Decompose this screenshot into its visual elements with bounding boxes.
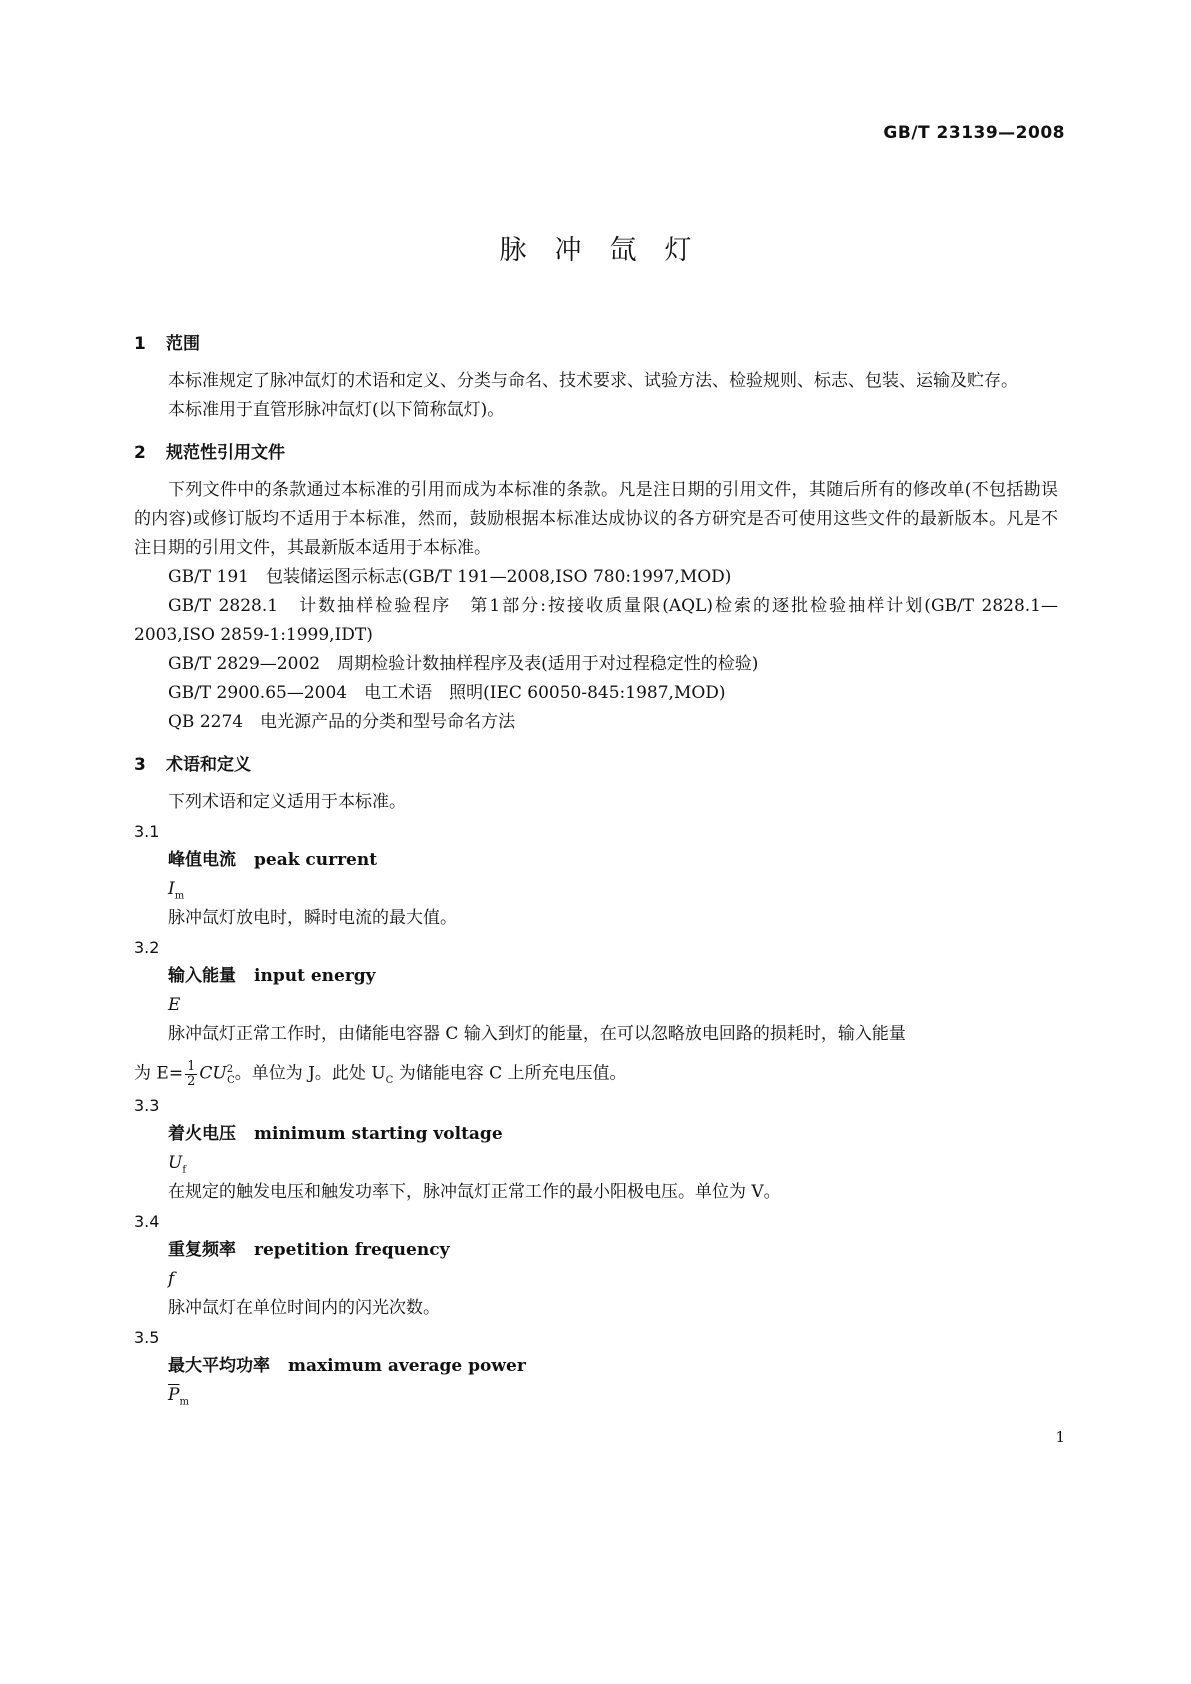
term-symbol: $\overline{P}_m$: [168, 1385, 189, 1408]
fraction: $\frac{1}{2}$: [187, 1058, 196, 1089]
section-title: 术语和定义: [166, 755, 251, 775]
term-symbol: f: [168, 1269, 175, 1289]
standard-number: GB/T 23139—2008: [883, 123, 1065, 143]
page-number: 1: [1055, 1428, 1065, 1446]
term-cn: 着火电压: [168, 1124, 236, 1144]
term-definition: 脉冲氙灯放电时，瞬时电流的最大值。: [168, 908, 457, 928]
term-number: 3.4: [134, 1212, 160, 1231]
term-symbol: $I_m$: [168, 879, 185, 902]
term-cn: 最大平均功率: [168, 1356, 270, 1376]
term-cn: 输入能量: [168, 966, 236, 986]
paragraph: 本标准规定了脉冲氙灯的术语和定义、分类与命名、技术要求、试验方法、检验规则、标志、包装、运输及贮存。: [168, 371, 1018, 391]
term-symbol: E: [168, 995, 181, 1015]
reference-item: GB/T 2829—2002 周期检验计数抽样程序及表(适用于对过程稳定性的检验): [168, 654, 759, 674]
term-number: 3.3: [134, 1096, 160, 1115]
term-number: 3.2: [134, 938, 160, 957]
reference-item: GB/T 2828.1 计数抽样检验程序 第1部分:按接收质量限(AQL)检索的逐批检验抽样计划(GB/T 2828.1—2003,ISO 2859-1:1999,IDT): [134, 596, 1058, 645]
term-en: peak current: [254, 850, 378, 870]
document-body: [134, 330, 1058, 1410]
page-title: 脉冲氙灯: [499, 235, 720, 266]
section-number: 1: [134, 334, 146, 354]
paragraph: 本标准用于直管形脉冲氙灯(以下简称氙灯)。: [168, 400, 505, 420]
reference-item: GB/T 2900.65—2004 电工术语 照明(IEC 60050-845:1987,MOD): [168, 683, 726, 703]
section-number: 3: [134, 755, 146, 775]
section-number: 2: [134, 443, 146, 463]
section-heading-1: [134, 330, 1058, 359]
term-definition: 在规定的触发电压和触发功率下，脉冲氙灯正常工作的最小阳极电压。单位为 V。: [168, 1182, 781, 1202]
term-en: input energy: [254, 966, 376, 986]
term-entry: [134, 962, 1058, 991]
term-en: maximum average power: [288, 1356, 526, 1376]
term-entry: [134, 1120, 1058, 1149]
term-cn: 重复频率: [168, 1240, 236, 1260]
section-heading-2: [134, 439, 1058, 468]
term-definition-formula: 为 E= $\frac{1}{2}$ $CU^2_C$。单位为 J。此处 $U_C$ 为储能电容 C 上所充电压值。: [134, 1058, 627, 1089]
term-en: repetition frequency: [254, 1240, 450, 1260]
term-definition: 脉冲氙灯在单位时间内的闪光次数。: [168, 1298, 440, 1318]
term-number: 3.1: [134, 822, 160, 841]
term-en: minimum starting voltage: [254, 1124, 503, 1144]
section-title: 规范性引用文件: [166, 443, 285, 463]
term-number: 3.5: [134, 1328, 160, 1347]
paragraph: 下列术语和定义适用于本标准。: [168, 792, 406, 812]
section-heading-3: [134, 751, 1058, 780]
term-entry: [134, 846, 1058, 875]
reference-item: QB 2274 电光源产品的分类和型号命名方法: [168, 712, 516, 732]
term-entry: [134, 1236, 1058, 1265]
reference-item: GB/T 191 包装储运图示标志(GB/T 191—2008,ISO 780:1997,MOD): [168, 567, 732, 587]
term-definition: 脉冲氙灯正常工作时，由储能电容器 C 输入到灯的能量，在可以忽略放电回路的损耗时，输入能量: [168, 1024, 906, 1044]
term-cn: 峰值电流: [168, 850, 236, 870]
paragraph: 下列文件中的条款通过本标准的引用而成为本标准的条款。凡是注日期的引用文件，其随后所有的修改单(不包括勘误的内容)或修订版均不适用于本标准，然而，鼓励根据本标准达成协议的各方研究是否可使用这些文件的最新版本。凡是不注日期的引用文件，其最新版本适用于本标准。: [134, 480, 1058, 558]
section-title: 范围: [166, 334, 200, 354]
term-entry: [134, 1352, 1058, 1381]
term-symbol: $U_f$: [168, 1153, 187, 1176]
